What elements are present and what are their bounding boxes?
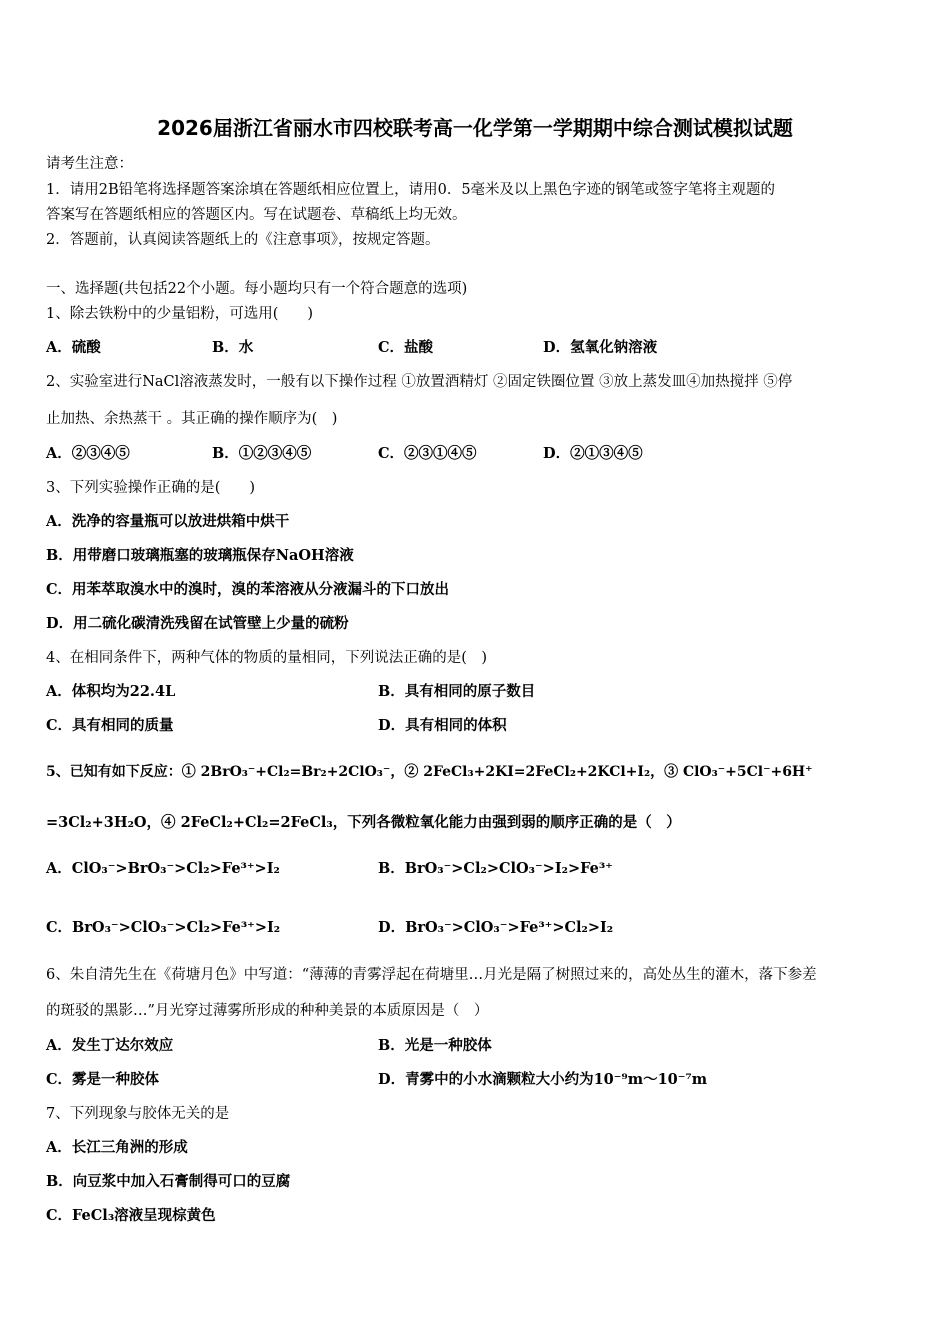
q6-option-b: B．光是一种胶体 xyxy=(378,1037,492,1054)
q3-option-c: C．用苯萃取溴水中的溴时，溴的苯溶液从分液漏斗的下口放出 xyxy=(46,581,450,598)
q4-stem: 4、在相同条件下，两种气体的物质的量相同，下列说法正确的是( ) xyxy=(46,650,488,666)
q3-option-d: D．用二硫化碳清洗残留在试管壁上少量的硫粉 xyxy=(46,615,349,632)
q5-stem: 5、已知有如下反应：① 2BrO₃⁻+Cl₂=Br₂+2ClO₃⁻，② 2FeCl₃+2KI=2FeCl₂+2KCl+I₂，③ ClO₃⁻+5Cl⁻+6H⁺ xyxy=(46,764,813,780)
notice-heading: 请考生注意： xyxy=(46,156,133,172)
q4-option-b: B．具有相同的原子数目 xyxy=(378,683,536,700)
exam-title: 2026届浙江省丽水市四校联考高一化学第一学期期中综合测试模拟试题 xyxy=(157,116,793,140)
q5-option-b: B．BrO₃⁻>Cl₂>ClO₃⁻>I₂>Fe³⁺ xyxy=(378,860,613,877)
q4-option-c: C．具有相同的质量 xyxy=(46,717,174,734)
notice-item-1: 1．请用2B铅笔将选择题答案涂填在答题纸相应位置上，请用0．5毫米及以上黑色字迹的钢笔或签字笔将主观题的 xyxy=(46,182,776,198)
q2-option-a: A．②③④⑤ xyxy=(46,445,130,462)
q4-option-d: D．具有相同的体积 xyxy=(378,717,507,734)
section-heading: 一、选择题(共包括22个小题。每小题均只有一个符合题意的选项) xyxy=(46,281,468,297)
q1-option-d: D．氢氧化钠溶液 xyxy=(543,339,658,356)
q5-option-c: C．BrO₃⁻>ClO₃⁻>Cl₂>Fe³⁺>I₂ xyxy=(46,919,281,936)
q2-option-c: C．②③①④⑤ xyxy=(378,445,477,462)
q7-option-c: C．FeCl₃溶液呈现棕黄色 xyxy=(46,1207,216,1224)
q3-option-a: A．洗净的容量瓶可以放进烘箱中烘干 xyxy=(46,513,290,530)
q7-stem: 7、下列现象与胶体无关的是 xyxy=(46,1106,230,1122)
q6-option-c: C．雾是一种胶体 xyxy=(46,1071,160,1088)
notice-item-2: 2．答题前，认真阅读答题纸上的《注意事项》，按规定答题。 xyxy=(46,232,440,248)
q6-stem-cont: 的斑驳的黑影…”月光穿过薄雾所形成的种种美景的本质原因是（ ） xyxy=(46,1003,489,1019)
q5-option-a: A．ClO₃⁻>BrO₃⁻>Cl₂>Fe³⁺>I₂ xyxy=(46,860,280,877)
q2-option-b: B．①②③④⑤ xyxy=(212,445,312,462)
q2-option-d: D．②①③④⑤ xyxy=(543,445,643,462)
q5-option-d: D．BrO₃⁻>ClO₃⁻>Fe³⁺>Cl₂>I₂ xyxy=(378,919,614,936)
q6-option-a: A．发生丁达尔效应 xyxy=(46,1037,174,1054)
q6-stem: 6、朱自清先生在《荷塘月色》中写道：“薄薄的青雾浮起在荷塘里…月光是隔了树照过来的，高处丛生的灌木，落下参差 xyxy=(46,967,817,983)
q3-stem: 3、下列实验操作正确的是( ) xyxy=(46,480,256,496)
q4-option-a: A．体积均为22.4L xyxy=(46,683,176,700)
q1-option-a: A．硫酸 xyxy=(46,339,101,356)
q1-option-c: C．盐酸 xyxy=(378,339,434,356)
q2-stem: 2、实验室进行NaCl溶液蒸发时，一般有以下操作过程 ①放置酒精灯 ②固定铁圈位置 ③放上蒸发皿④加热搅拌 ⑤停 xyxy=(46,374,793,390)
q1-option-b: B．水 xyxy=(212,339,254,356)
notice-item-1-cont: 答案写在答题纸相应的答题区内。写在试题卷、草稿纸上均无效。 xyxy=(46,207,467,223)
q3-option-b: B．用带磨口玻璃瓶塞的玻璃瓶保存NaOH溶液 xyxy=(46,547,354,564)
q5-stem-cont: =3Cl₂+3H₂O，④ 2FeCl₂+Cl₂=2FeCl₃，下列各微粒氧化能力由强到弱的顺序正确的是（ ） xyxy=(46,814,681,831)
q1-stem: 1、除去铁粉中的少量铝粉，可选用( ) xyxy=(46,306,314,322)
q2-stem-cont: 止加热、余热蒸干 。其正确的操作顺序为( ) xyxy=(46,411,338,427)
q7-option-a: A．长江三角洲的形成 xyxy=(46,1139,188,1156)
q6-option-d: D．青雾中的小水滴颗粒大小约为10⁻⁹m～10⁻⁷m xyxy=(378,1071,708,1088)
q7-option-b: B．向豆浆中加入石膏制得可口的豆腐 xyxy=(46,1173,291,1190)
